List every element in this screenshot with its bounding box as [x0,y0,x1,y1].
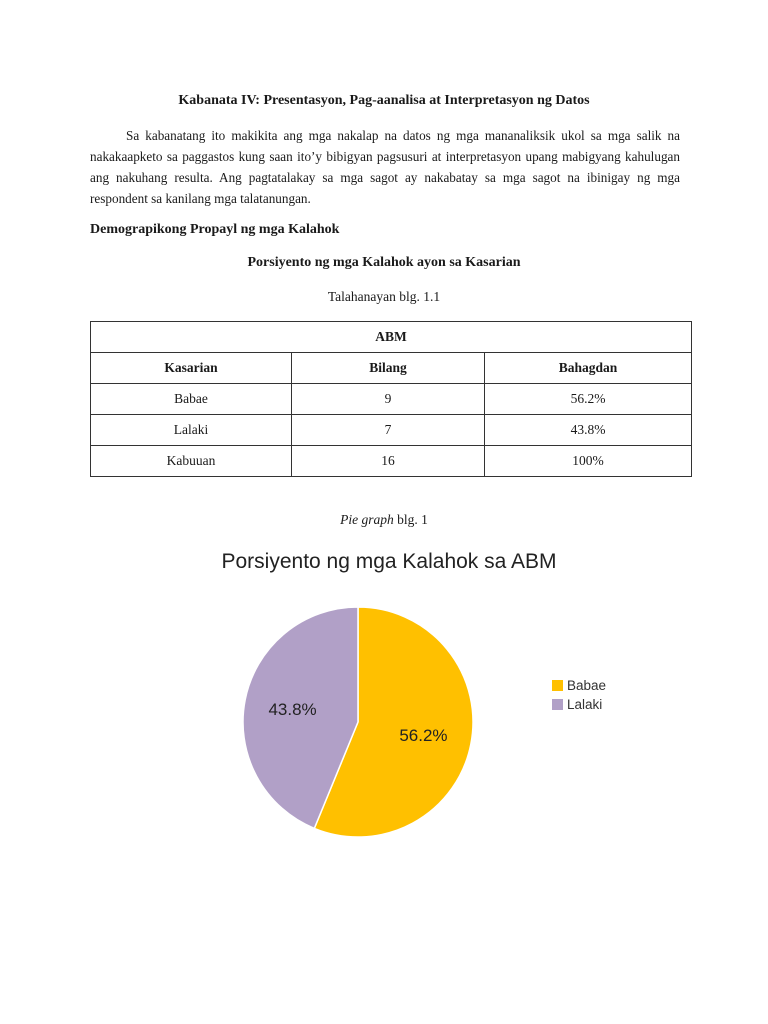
table-row [91,415,692,446]
table-cell: Babae [91,384,292,415]
chart-caption [0,512,768,528]
section-heading: Demograpikong Propayl ng mga Kalahok [90,222,340,237]
table-cell: 56.2% [485,384,692,415]
table-cell: 9 [292,384,485,415]
pie-slices [243,607,473,837]
table-header-row [91,353,692,384]
table-row [91,384,692,415]
table-cell: 16 [292,446,485,477]
chart-legend [552,678,606,712]
table-group-header-row [91,322,692,353]
table-title: Porsiyento ng mga Kalahok ayon sa Kasarian [247,255,521,270]
chart-caption-rest: blg. 1 [393,512,428,527]
table-group-header: ABM [91,322,692,353]
legend-label-lalaki: Lalaki [567,697,603,712]
pie-data-label-lalaki: 43.8% [268,700,317,720]
legend-label-babae: Babae [567,678,607,693]
chart-title: Porsiyento ng mga Kalahok sa ABM [221,550,557,573]
table-number: Talahanayan blg. 1.1 [327,289,441,304]
data-table [90,321,692,477]
column-header-bahagdan: Bahagdan [485,353,692,384]
table-cell: Kabuuan [91,446,292,477]
table-cell: Lalaki [91,415,292,446]
chapter-title: Kabanata IV: Presentasyon, Pag-aanalisa at Interpretasyon ng Datos [178,93,590,108]
chart-caption-italic: Pie graph [340,512,394,527]
legend-swatch-lalaki [552,699,563,710]
column-header-bilang: Bilang [292,353,485,384]
pie-data-label-babae: 56.2% [399,725,448,745]
table-row [91,446,692,477]
table-cell: 100% [485,446,692,477]
column-header-kasarian: Kasarian [91,353,292,384]
intro-paragraph: Sa kabanatang ito makikita ang mga nakalap na datos ng mga mananaliksik ukol sa mga salik na nakakaapketo sa paggastos kung saan ito’y bibigyan pagsusuri at interpretasyon upang mabigyang kahulugan ang nakuhang resulta. Ang pagtatalakay sa mga sagot ay nakabatay sa mga sagot na ibinigay ng mga respondent sa kanilang mga talatanungan. [90,128,680,206]
pie-chart [0,530,768,850]
table-cell: 7 [292,415,485,446]
legend-swatch-babae [552,680,563,691]
table-cell: 43.8% [485,415,692,446]
